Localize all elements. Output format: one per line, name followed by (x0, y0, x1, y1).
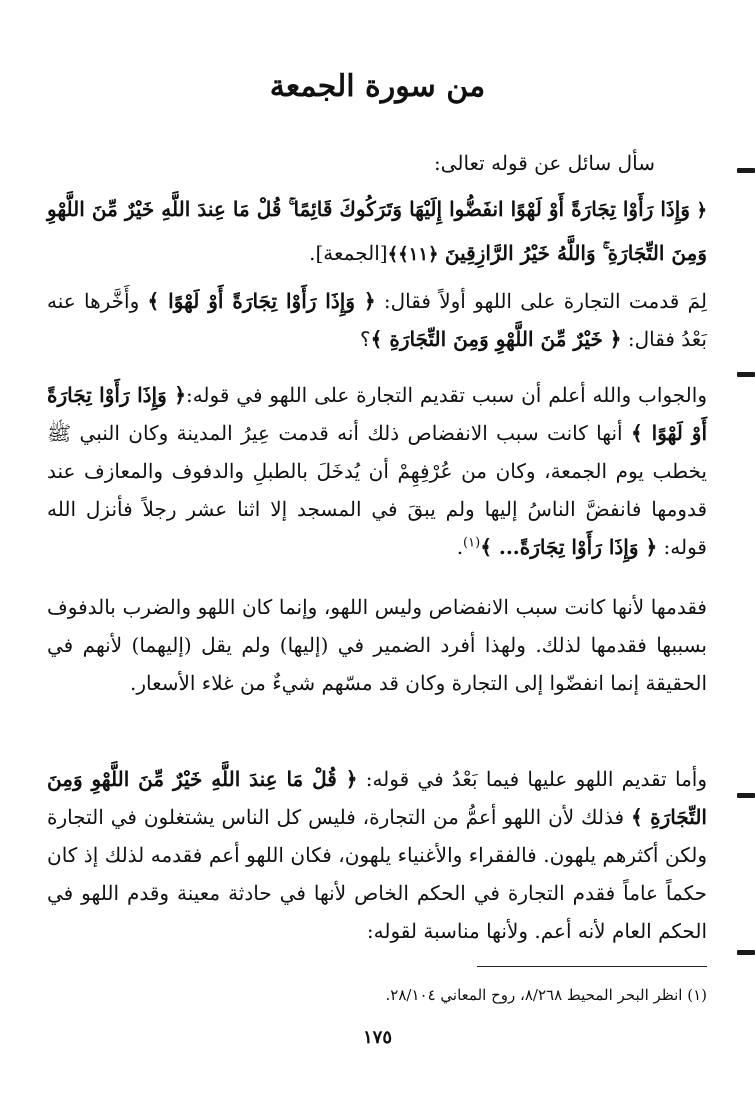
lahw-text-b: فذلك لأن اللهو أعمُّ من التجارة، فليس كل الناس يشتغلون في التجارة ولكن أكثرهم يلهون. فالفقراء والأغنياء يلهون، فكان اللهو أعم فقدمه لذلك إذ كان حكماً عاماً فقدم التجارة في الحكم الخاص لأنها في حادثة معينة وقدم اللهو في الحكم العام لأنه أعم. ولأنها مناسبة لقوله: (47, 805, 707, 943)
answer-text-b: أنها كانت سبب الانفضاص ذلك أنه قدمت عِيرُ المدينة وكان النبي ﷺ يخطب يوم الجمعة، وكان من عُرْفِهِمْ أن يُدخَلَ بالطبلِ والدفوف والمعازف عند قدومها فانفضَّ الناسُ إليها ولم يبقَ في المسجد إلا اثنا عشر رجلاً فأنزل الله قوله: (47, 421, 707, 559)
answer-text-a: والجواب والله أعلم أن سبب تقديم التجارة على اللهو في قوله: (185, 383, 707, 407)
quran-verse-block (47, 188, 707, 276)
answer-quote-1: ﴿ وَإِذَا رَأَوْا تِجَارَةً أَوْ لَهْوًا ﴾ (47, 383, 708, 445)
lahw-text-a: وأما تقديم اللهو عليها فيما بَعْدُ في قوله: (365, 767, 707, 791)
scan-edge-mark (737, 372, 755, 377)
scan-edge-mark (737, 950, 755, 955)
paragraph-answer (47, 376, 707, 566)
paragraph-explanation: فقدمها لأنها كانت سبب الانفضاص وليس اللهو، وإنما كان اللهو والضرب بالدفوف بسببها فقدمها لذلك. ولهذا أفرد الضمير في (إليها) ولم يقل (إليهما) لأنهم في الحقيقة إنما انفضّوا إلى التجارة وكان قد مسّهم شيءٌ من غلاء الأسعار. (47, 595, 707, 695)
paragraph-lahw-order (47, 760, 707, 950)
paragraph-question (47, 282, 707, 358)
page-title: من سورة الجمعة (269, 69, 486, 104)
surah-source: [الجمعة]. (309, 241, 388, 265)
scan-edge-mark (737, 793, 755, 798)
quran-verse-text: وَإِذَا رَأَوْا تِجَارَةً أَوْ لَهْوًا انفَضُّوا إِلَيْهَا وَتَرَكُوكَ قَائِمًا ۚ قُلْ مَا عِندَ اللَّهِ خَيْرٌ مِّنَ اللَّهْوِ وَمِنَ التِّجَارَةِ ۚ وَاللَّهُ خَيْرُ الرَّازِقِينَ (47, 197, 707, 265)
question-quote-1: ﴿ وَإِذَا رَأَوْا تِجَارَةً أَوْ لَهْوًا ﴾ (147, 289, 376, 313)
ornate-bracket-close-icon: ﴾ (387, 244, 399, 265)
scan-edge-mark (737, 168, 755, 173)
question-quote-2: ﴿ خَيْرٌ مِّنَ اللَّهْوِ وَمِنَ التِّجَارَةِ ﴾ (370, 327, 622, 351)
page-number: ١٧٥ (362, 1027, 392, 1048)
ornate-bracket-open-icon: ﴿ (696, 200, 707, 221)
intro-line: سأل سائل عن قوله تعالى: (433, 151, 655, 175)
answer-quote-2: ﴿ وَإِذَا رَأَوْا تِجَارَةً... ﴾ (480, 535, 658, 559)
question-mark: ؟ (360, 327, 371, 351)
answer-end: . (456, 535, 464, 559)
footnote-divider (477, 966, 707, 967)
question-text-b: وأَخَّرها عنه بَعْدُ فقال: (47, 289, 707, 351)
footnote-reference: (١) (463, 535, 481, 551)
ayah-number-mark: ﴿١١﴾ (398, 244, 439, 265)
footnote: (١) انظر البحر المحيط ٨/٢٦٨، روح المعاني ٢٨/١٠٤. (385, 986, 707, 1004)
question-text-a: لِمَ قدمت التجارة على اللهو أولاً فقال: (383, 289, 708, 313)
lahw-quote: ﴿ قُلْ مَا عِندَ اللَّهِ خَيْرٌ مِّنَ اللَّهْوِ وَمِنَ التِّجَارَةِ ﴾ (47, 767, 707, 829)
